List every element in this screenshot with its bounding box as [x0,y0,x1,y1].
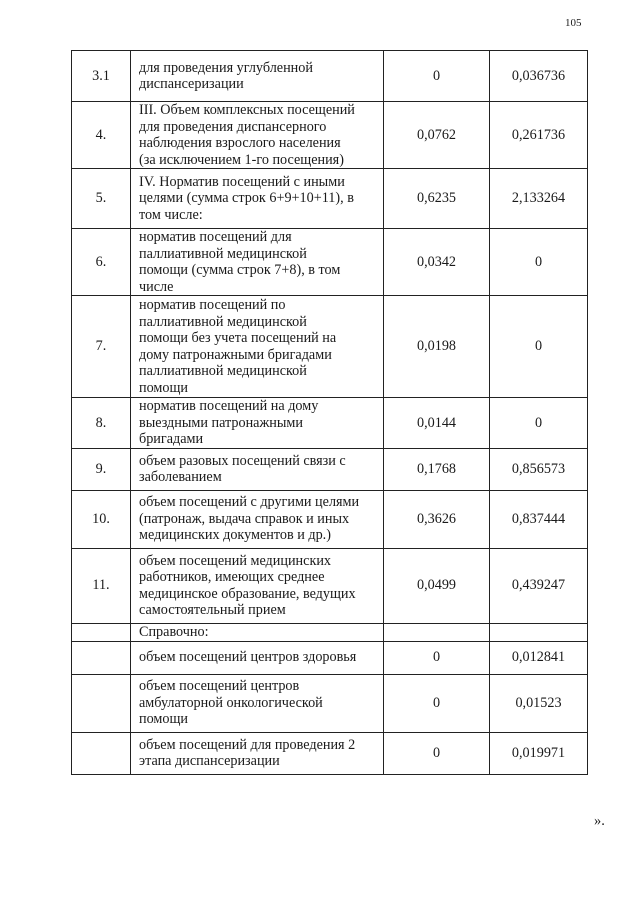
description-line: IV. Норматив посещений с иными [139,173,345,190]
row-description [131,490,384,548]
description-line: помощи [139,379,189,396]
row-number: 10. [72,490,131,548]
row-value-2 [490,623,588,641]
table-row [72,169,588,229]
description-line: наблюдения взрослого населения [139,135,341,151]
row-number: 8. [72,398,131,449]
description-line: амбулаторной онкологической [139,694,323,711]
description-line: том числе: [139,206,203,223]
row-value-2: 2,133264 [490,169,588,229]
description-line: числе [139,278,174,295]
row-number: 6. [72,229,131,296]
row-description [131,51,384,102]
description-line: объем посещений с другими целями [139,494,360,511]
row-value-1: 0,0342 [384,229,490,296]
row-number [72,674,131,732]
row-description [131,398,384,449]
description-line: норматив посещений по [139,297,286,313]
row-description [131,732,384,774]
table-row [72,490,588,548]
table-row [72,229,588,296]
description-line: медицинское образование, ведущих [139,585,356,602]
row-value-2: 0,036736 [490,51,588,102]
row-description [131,623,384,641]
row-description [131,296,384,398]
table-row [72,51,588,102]
description-line: объем разовых посещений связи с [139,452,346,469]
description-line: медицинских документов и др.) [139,527,331,544]
row-value-2: 0 [490,296,588,398]
description-line: для проведения углубленной [139,59,313,76]
table-row [72,732,588,774]
description-line: выездными патронажными [139,414,303,431]
page-number: 105 [565,17,582,29]
row-number: 5. [72,169,131,229]
row-value-1: 0,0499 [384,548,490,623]
row-value-2: 0,261736 [490,102,588,169]
description-line: диспансеризации [139,76,244,92]
description-line: помощи (сумма строк 7+8), в том [139,262,341,278]
row-value-1: 0,0762 [384,102,490,169]
row-description [131,229,384,296]
table-row [72,641,588,674]
row-description [131,169,384,229]
row-description [131,641,384,674]
description-line: этапа диспансеризации [139,753,280,769]
row-value-2: 0,837444 [490,490,588,548]
description-line: самостоятельный прием [139,602,286,618]
row-value-1: 0 [384,51,490,102]
description-line: (патронаж, выдача справок и иных [139,510,350,527]
description-line: для проведения диспансерного [139,118,327,135]
row-number [72,641,131,674]
description-line: объем посещений медицинских [139,552,332,569]
description-line: бригадами [139,431,204,447]
row-number [72,623,131,641]
row-value-1: 0,0144 [384,398,490,449]
table-row [72,398,588,449]
description-line: помощи [139,711,189,728]
row-description [131,102,384,169]
description-line: целями (сумма строк 6+9+10+11), в [139,190,354,207]
table-row [72,623,588,641]
row-description [131,674,384,732]
row-value-1: 0 [384,674,490,732]
description-line: дому патронажными бригадами [139,346,332,363]
row-value-2: 0,856573 [490,448,588,490]
description-line: объем посещений для проведения 2 [139,736,356,753]
description-line: норматив посещений на дому [139,398,319,414]
description-line: III. Объем комплексных посещений [139,102,355,118]
row-number: 3.1 [72,51,131,102]
description-line: объем посещений центров здоровья [139,649,357,666]
row-value-2: 0,439247 [490,548,588,623]
row-number: 7. [72,296,131,398]
row-value-2: 0,019971 [490,732,588,774]
table-body [72,51,588,775]
table-row [72,296,588,398]
row-value-2: 0,012841 [490,641,588,674]
row-value-2: 0 [490,229,588,296]
norms-table [71,50,588,775]
row-value-2: 0,01523 [490,674,588,732]
description-line: помощи без учета посещений на [139,330,337,346]
description-line: паллиативной медицинской [139,245,307,262]
description-line: паллиативной медицинской [139,363,307,379]
description-line: заболеванием [139,469,222,485]
row-value-2: 0 [490,398,588,449]
row-value-1: 0,1768 [384,448,490,490]
table-row [72,674,588,732]
description-line: Справочно: [139,623,209,640]
row-description [131,548,384,623]
table-row [72,102,588,169]
description-line: норматив посещений для [139,229,292,245]
table-row [72,548,588,623]
row-value-1: 0 [384,732,490,774]
row-value-1 [384,623,490,641]
row-number: 4. [72,102,131,169]
table-row [72,448,588,490]
row-number: 9. [72,448,131,490]
description-line: объем посещений центров [139,678,300,695]
description-line: (за исключением 1-го посещения) [139,151,344,168]
row-number [72,732,131,774]
row-description [131,448,384,490]
description-line: работников, имеющих среднее [139,569,325,585]
row-value-1: 0,3626 [384,490,490,548]
closing-quote-mark: ». [594,813,605,829]
row-value-1: 0,6235 [384,169,490,229]
row-value-1: 0 [384,641,490,674]
row-value-1: 0,0198 [384,296,490,398]
description-line: паллиативной медицинской [139,313,307,330]
row-number: 11. [72,548,131,623]
